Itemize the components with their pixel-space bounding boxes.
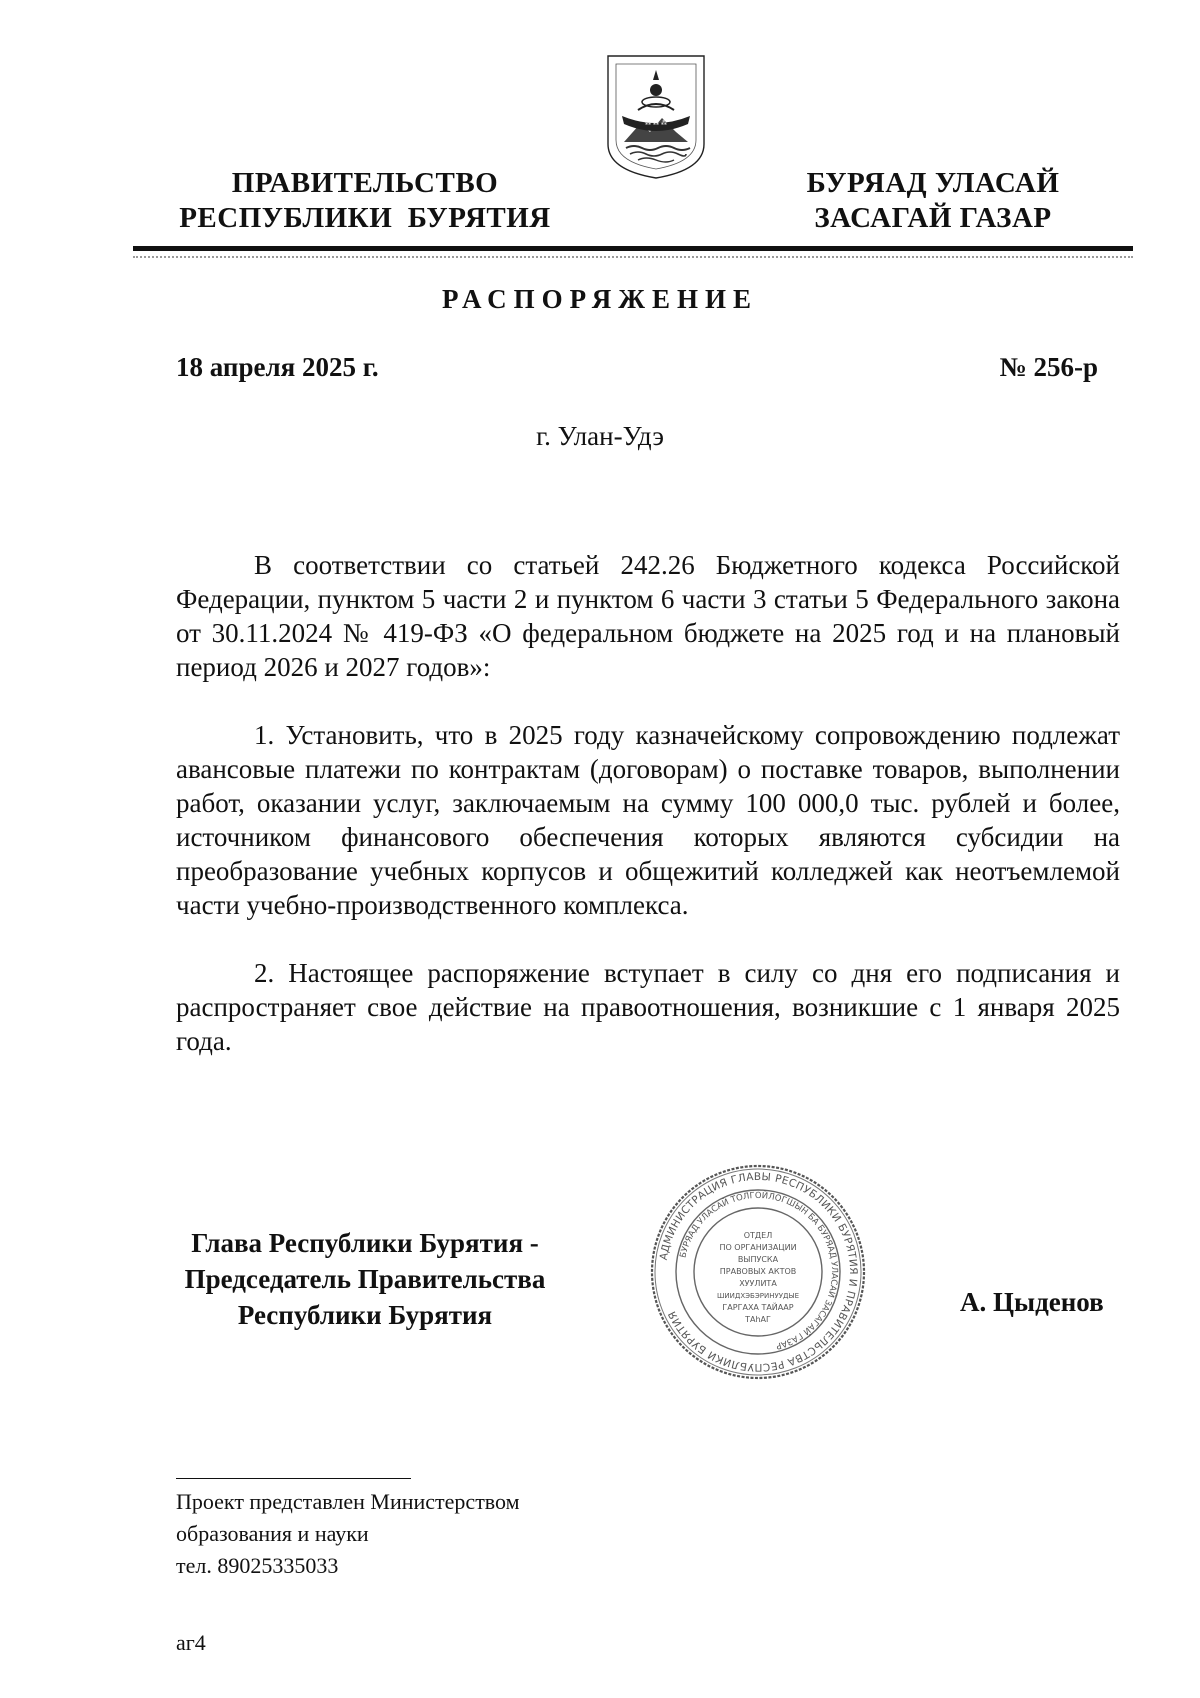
- seal-outer-text: АДМИНИСТРАЦИЯ ГЛАВЫ РЕСПУБЛИКИ БУРЯТИЯ И ПРАВИТЕЛЬСТВА РЕСПУБЛИКИ БУРЯТИЯ: [657, 1170, 860, 1374]
- header-right-line-1: БУРЯАД УЛАСАЙ: [806, 167, 1060, 199]
- body-clause-1: 1. Установить, что в 2025 году казначейскому сопровождению подлежат авансовые платежи по контрактам (договорам) о поставке товаров, выполнении работ, оказании услуг, заключаемым на сумму 100 000,0 тыс. рублей и более, источником финансового обеспечения которых являются субсидии на преобразование учебных корпусов и общежитий колледжей как неотъемлемой части учебно-производственного комплекса.: [176, 720, 1120, 920]
- government-name-russian: [160, 166, 570, 236]
- seal-center-line-4: ПРАВОВЫХ АКТОВ: [719, 1267, 797, 1276]
- header-left-line-1: ПРАВИТЕЛЬСТВО: [231, 167, 499, 199]
- footer-divider: [176, 1478, 411, 1479]
- footer-note: [176, 1486, 520, 1582]
- svg-text:⁂ ⁂ ⁂: ⁂ ⁂ ⁂: [645, 120, 667, 127]
- seal-center-line-3: ВЫПУСКА: [737, 1255, 779, 1264]
- document-city: г. Улан-Удэ: [536, 421, 664, 451]
- seal-center-line-8: ТАһАГ: [745, 1315, 771, 1324]
- footer-line-1: Проект представлен Министерством: [176, 1489, 520, 1514]
- seal-inner-text: БУРЯАД УЛАСАЙ ТОЛГОЙЛОГШЫН БА БУРЯАД УЛАСАЙ ЗАСАГАЙ ГАЗАР: [678, 1190, 840, 1351]
- seal-center-line-5: ХУУЛИТА: [739, 1279, 777, 1288]
- official-seal-stamp: [648, 1162, 868, 1382]
- document-code: аг4: [176, 1630, 206, 1655]
- signatory-position-line-3: Республики Бурятия: [237, 1300, 493, 1330]
- signatory-name: А. Цыденов: [960, 1287, 1104, 1317]
- seal-center-line-1: ОТДЕЛ: [743, 1231, 773, 1240]
- header-divider-thick: [133, 246, 1133, 251]
- government-name-buryat: [768, 166, 1098, 236]
- header-left-line-2: РЕСПУБЛИКИ БУРЯТИЯ: [179, 202, 551, 234]
- signatory-position: [150, 1225, 580, 1333]
- seal-center-line-7: ГАРГАХА ТАЙААР: [722, 1303, 794, 1312]
- header-right-line-2: ЗАСАГАЙ ГАЗАР: [814, 202, 1052, 234]
- coat-of-arms-emblem: [604, 52, 708, 180]
- body-preamble: В соответствии со статьей 242.26 Бюджетного кодекса Российской Федерации, пунктом 5 части 2 и пунктом 6 части 3 статьи 5 Федерального закона от 30.11.2024 № 419-ФЗ «О федеральном бюджете на 2025 год и на плановый период 2026 и 2027 годов»:: [176, 550, 1120, 682]
- signatory-position-line-2: Председатель Правительства: [184, 1264, 546, 1294]
- header-divider-thin: [133, 256, 1133, 258]
- footer-line-2: образования и науки: [176, 1521, 369, 1546]
- footer-phone: тел. 89025335033: [176, 1553, 339, 1578]
- body-clause-2: 2. Настоящее распоряжение вступает в силу со дня его подписания и распространяет свое действие на правоотношения, возникшие с 1 января 2025 года.: [176, 958, 1120, 1056]
- signatory-position-line-1: Глава Республики Бурятия -: [191, 1228, 539, 1258]
- document-type-title: РАСПОРЯЖЕНИЕ: [441, 284, 759, 314]
- seal-center-line-2: ПО ОРГАНИЗАЦИИ: [719, 1243, 797, 1252]
- document-date: 18 апреля 2025 г.: [176, 352, 379, 382]
- document-number: № 256-р: [999, 352, 1098, 382]
- seal-center-line-6: ШИИДХЭБЭРИНУУДЫЕ: [716, 1292, 800, 1300]
- document-body: [176, 548, 1120, 1092]
